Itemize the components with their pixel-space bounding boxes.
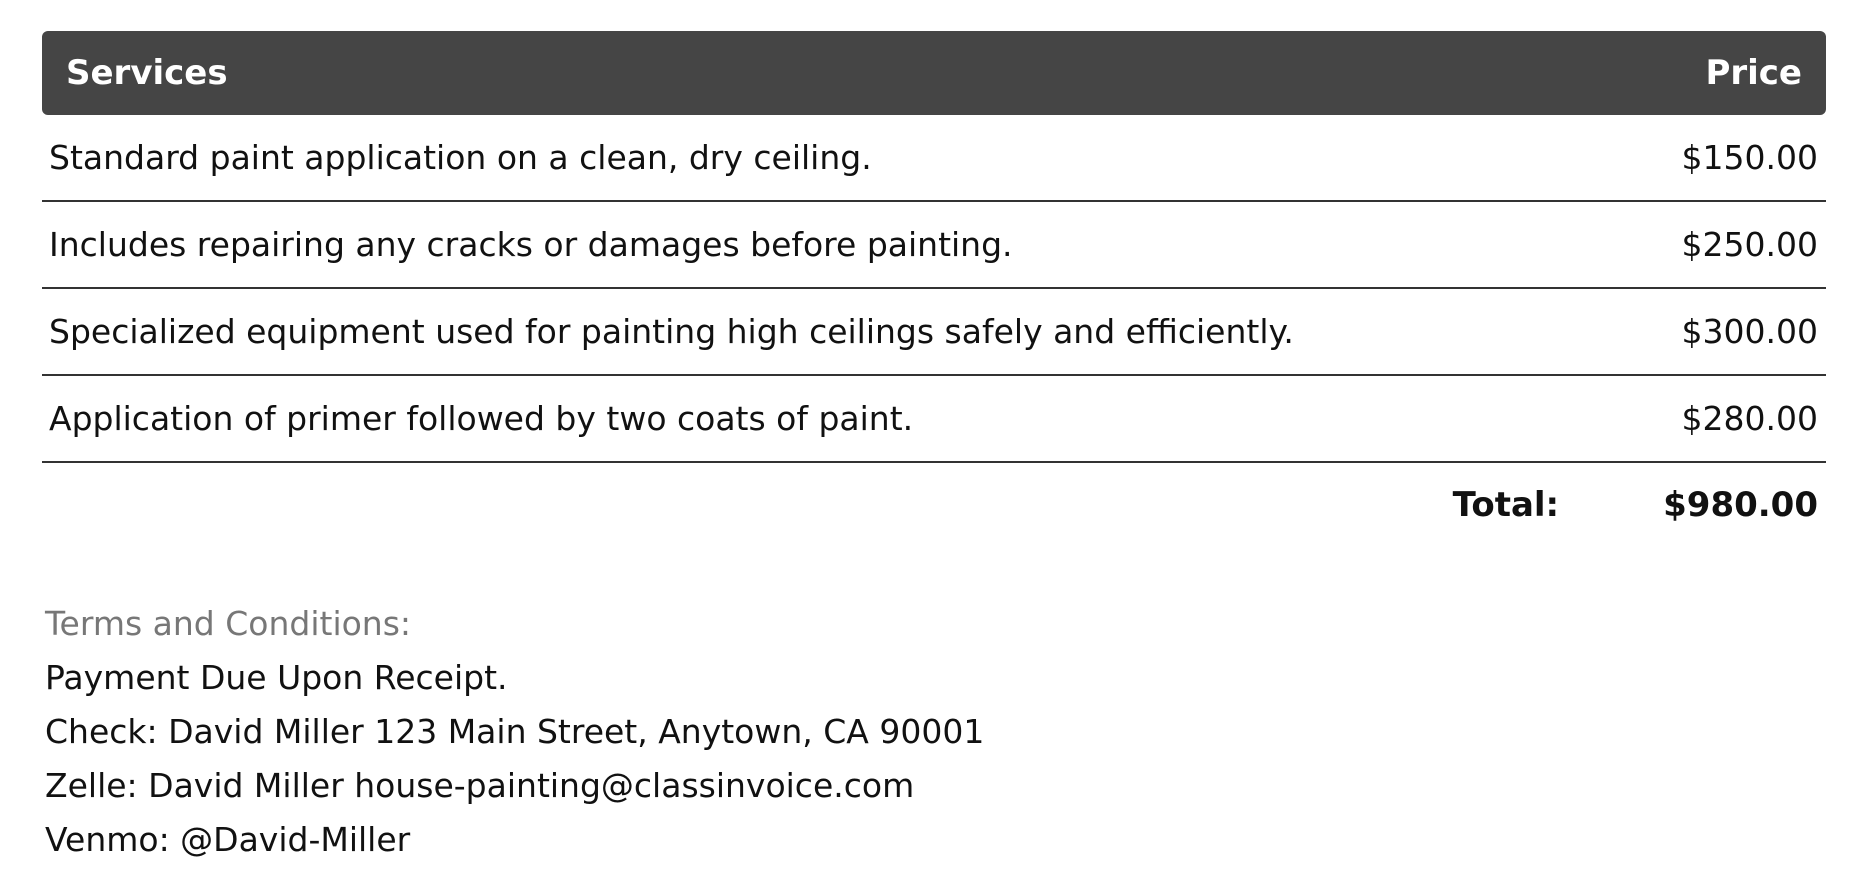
service-price: $280.00 — [1681, 399, 1818, 438]
service-description: Includes repairing any cracks or damages before painting. — [49, 225, 1013, 264]
total-value: $980.00 — [1663, 485, 1818, 525]
services-table — [42, 31, 1826, 547]
table-header — [42, 31, 1826, 115]
price-column-header: Price — [1705, 53, 1802, 93]
service-description: Application of primer followed by two coats of paint. — [49, 399, 914, 438]
service-price: $150.00 — [1681, 138, 1818, 177]
terms-zelle-info: Zelle: David Miller house-painting@classinvoice.com — [45, 766, 915, 805]
terms-section — [42, 597, 1826, 867]
table-row — [42, 202, 1826, 289]
total-label: Total: — [1452, 485, 1560, 525]
service-price: $300.00 — [1681, 312, 1818, 351]
table-row — [42, 115, 1826, 202]
services-column-header: Services — [66, 53, 228, 93]
terms-venmo-info: Venmo: @David-Miller — [45, 820, 411, 859]
service-description: Standard paint application on a clean, dry ceiling. — [49, 138, 872, 177]
table-row — [42, 376, 1826, 463]
table-row — [42, 289, 1826, 376]
terms-check-info: Check: David Miller 123 Main Street, Anytown, CA 90001 — [45, 712, 985, 751]
total-row — [42, 463, 1826, 547]
terms-title: Terms and Conditions: — [45, 604, 412, 643]
service-description: Specialized equipment used for painting high ceilings safely and efficiently. — [49, 312, 1294, 351]
service-price: $250.00 — [1681, 225, 1818, 264]
terms-payment-due: Payment Due Upon Receipt. — [45, 658, 508, 697]
